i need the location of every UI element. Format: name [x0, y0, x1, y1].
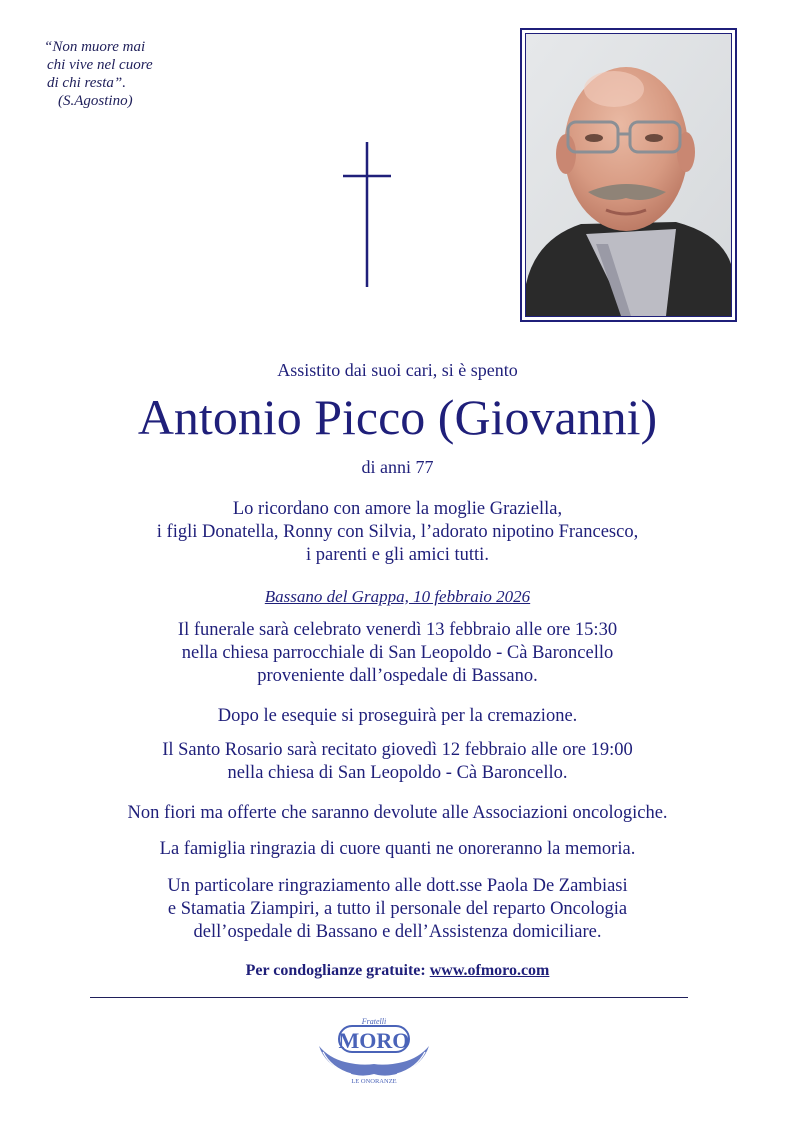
special-thanks-line: dell’ospedale di Bassano e dell’Assistenza domiciliare. — [193, 922, 602, 942]
funeral-line: proveniente dall’ospedale di Bassano. — [257, 666, 538, 686]
funeral-paragraph — [0, 619, 795, 688]
logo-main-text: MORO — [338, 1028, 410, 1053]
quote-line: chi vive nel cuore — [47, 57, 153, 73]
condolences-line — [0, 959, 795, 982]
family-line: i parenti e gli amici tutti. — [306, 545, 489, 565]
place-date-text: Bassano del Grappa, 10 febbraio 2026 — [264, 587, 531, 606]
deceased-age: di anni 77 — [361, 457, 434, 477]
epigraph-quote — [44, 38, 214, 110]
family-paragraph — [0, 498, 795, 567]
portrait-photo — [525, 33, 732, 317]
funeral-line: nella chiesa parrocchiale di San Leopoldo - Cà Baroncello — [181, 643, 614, 663]
rosary-line: nella chiesa di San Leopoldo - Cà Baroncello. — [227, 763, 568, 783]
special-thanks-line: e Stamatia Ziampiri, a tutto il personale del reparto Oncologia — [167, 899, 628, 919]
special-thanks-line: Un particolare ringraziamento alle dott.sse Paola De Zambiasi — [167, 876, 628, 896]
rosary-line: Il Santo Rosario sarà recitato giovedì 12 febbraio alle ore 19:00 — [162, 740, 633, 760]
portrait-frame — [520, 28, 737, 322]
moro-logo — [315, 1012, 433, 1086]
deceased-name: Antonio Picco (Giovanni) — [137, 389, 658, 445]
place-date — [0, 585, 795, 608]
condolences-label: Per condoglianze gratuite: — [245, 962, 430, 979]
flowers-note: Non fiori ma offerte che saranno devolute alle Associazioni oncologiche. — [127, 803, 668, 823]
divider-line — [90, 997, 688, 998]
cross-icon — [343, 142, 391, 287]
condolences-link[interactable]: www.ofmoro.com — [429, 962, 550, 979]
family-thanks: La famiglia ringrazia di cuore quanti ne onoreranno la memoria. — [159, 839, 636, 859]
special-thanks-paragraph — [0, 875, 795, 944]
logo-top-text: Fratelli — [361, 1017, 387, 1026]
funeral-line: Il funerale sarà celebrato venerdì 13 febbraio alle ore 15:30 — [177, 620, 618, 640]
logo-bottom-text: LE ONORANZE — [351, 1078, 397, 1085]
quote-line: di chi resta”. — [47, 75, 127, 91]
rosary-paragraph — [0, 739, 795, 785]
quote-author: (S.Agostino) — [58, 93, 133, 109]
announcement-intro: Assistito dai suoi cari, si è spento — [277, 360, 518, 380]
family-line: i figli Donatella, Ronny con Silvia, l’adorato nipotino Francesco, — [156, 522, 639, 542]
quote-line: “Non muore mai — [44, 39, 146, 55]
cremation-note: Dopo le esequie si proseguirà per la cremazione. — [217, 706, 578, 726]
family-line: Lo ricordano con amore la moglie Graziella, — [232, 499, 563, 519]
